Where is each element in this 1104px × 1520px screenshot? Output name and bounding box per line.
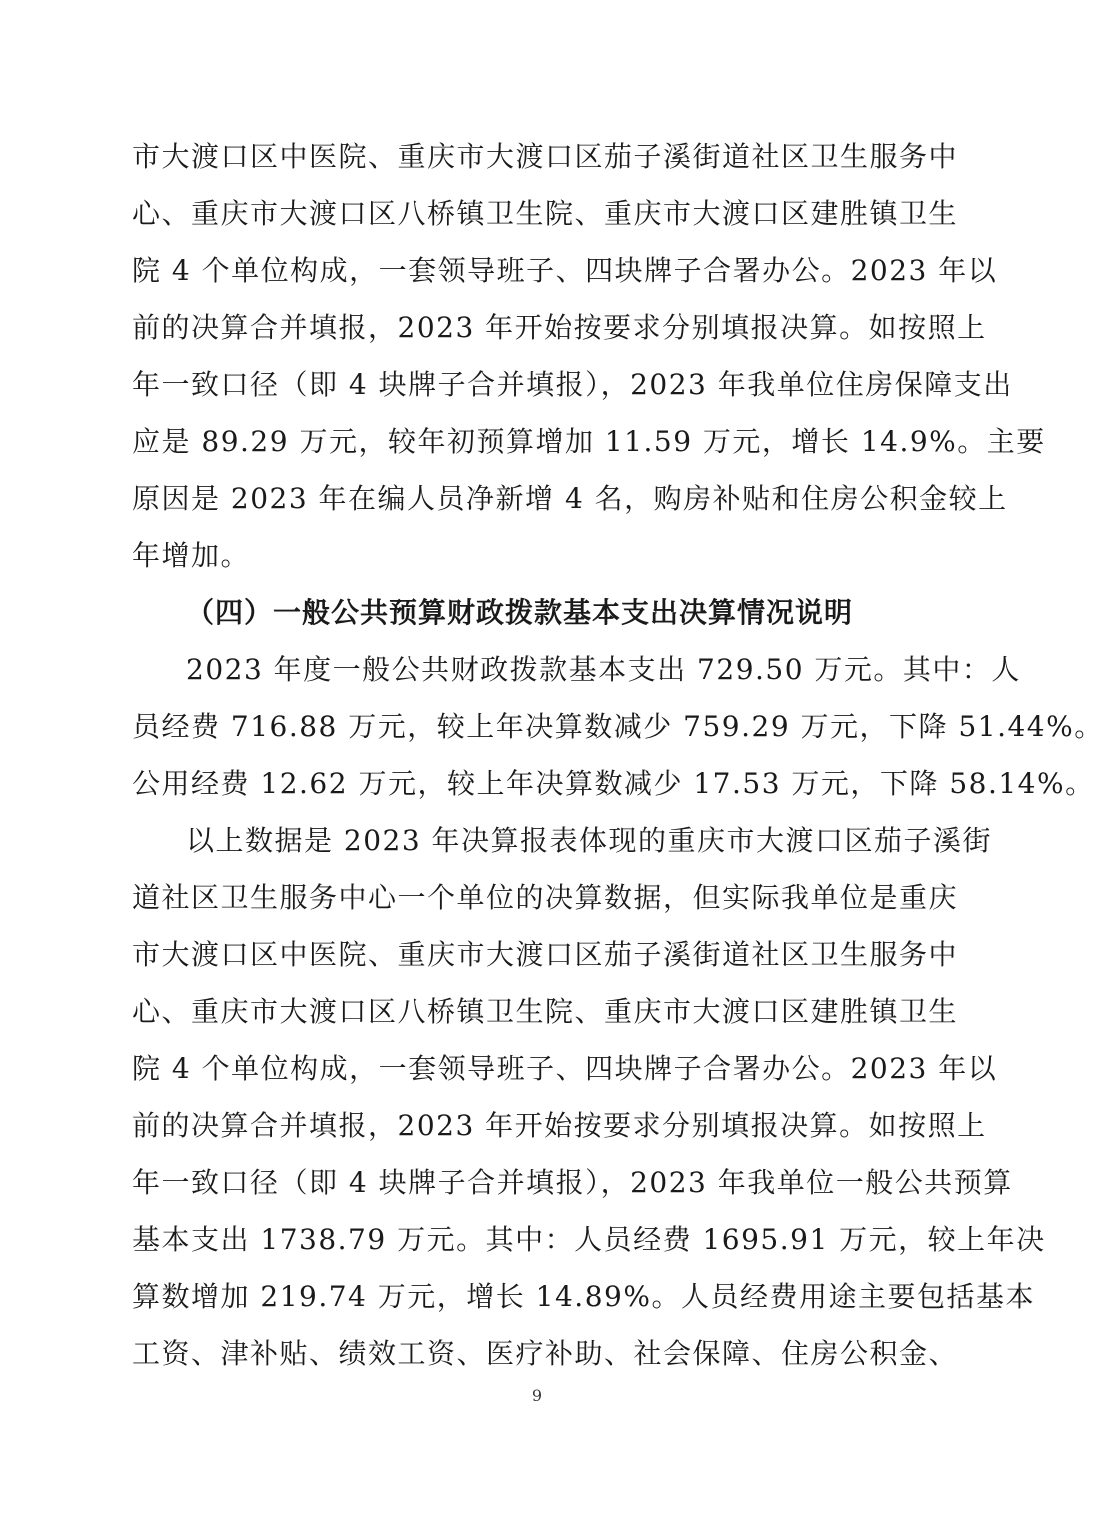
body-text-line: 工资、津补贴、绩效工资、医疗补助、社会保障、住房公积金、 [132,1337,959,1370]
body-text-line: 市大渡口区中医院、重庆市大渡口区茄子溪街道社区卫生服务中 [132,140,959,173]
body-text-line: 市大渡口区中医院、重庆市大渡口区茄子溪街道社区卫生服务中 [132,938,959,971]
body-text-line: 以上数据是 2023 年决算报表体现的重庆市大渡口区茄子溪街 [186,824,993,857]
body-text-line: 心、重庆市大渡口区八桥镇卫生院、重庆市大渡口区建胜镇卫生 [132,197,959,230]
body-text-line: 应是 89.29 万元，较年初预算增加 11.59 万元，增长 14.9%。主要 [132,425,1046,458]
body-text-line: 年一致口径（即 4 块牌子合并填报），2023 年我单位一般公共预算 [132,1166,1013,1199]
section-heading: （四）一般公共预算财政拨款基本支出决算情况说明 [186,596,854,629]
body-text-line: 院 4 个单位构成，一套领导班子、四块牌子合署办公。2023 年以 [132,254,998,287]
body-text-line: 算数增加 219.74 万元，增长 14.89%。人员经费用途主要包括基本 [132,1280,1035,1313]
body-text-line: 公用经费 12.62 万元，较上年决算数减少 17.53 万元，下降 58.14%。 [132,767,1095,800]
body-text-line: 前的决算合并填报，2023 年开始按要求分别填报决算。如按照上 [132,311,987,344]
body-text-line: 前的决算合并填报，2023 年开始按要求分别填报决算。如按照上 [132,1109,987,1142]
body-text-line: 员经费 716.88 万元，较上年决算数减少 759.29 万元，下降 51.44%。 [132,710,1104,743]
body-text-line: 原因是 2023 年在编人员净新增 4 名，购房补贴和住房公积金较上 [132,482,1008,515]
body-text-line: 心、重庆市大渡口区八桥镇卫生院、重庆市大渡口区建胜镇卫生 [132,995,959,1028]
body-text-line: 基本支出 1738.79 万元。其中：人员经费 1695.91 万元，较上年决 [132,1223,1046,1256]
body-text-line: 院 4 个单位构成，一套领导班子、四块牌子合署办公。2023 年以 [132,1052,998,1085]
body-text-line: 道社区卫生服务中心一个单位的决算数据，但实际我单位是重庆 [132,881,959,914]
page-number: 9 [531,1386,543,1405]
body-text-line: 2023 年度一般公共财政拨款基本支出 729.50 万元。其中：人 [186,653,1021,686]
body-text-line: 年一致口径（即 4 块牌子合并填报），2023 年我单位住房保障支出 [132,368,1013,401]
body-text-line: 年增加。 [132,539,251,572]
